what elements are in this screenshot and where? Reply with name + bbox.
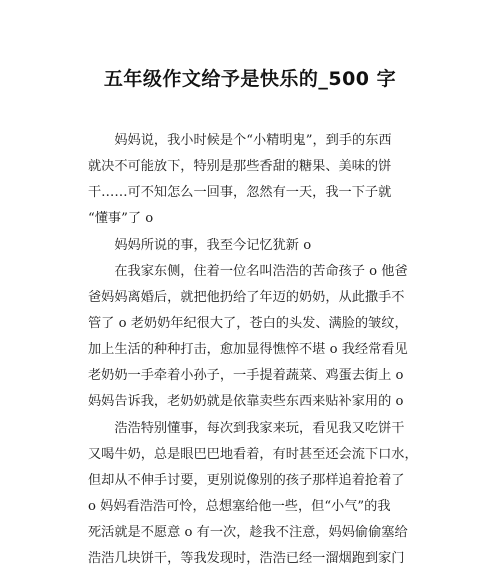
document-body (88, 128, 428, 572)
text-line: 妈妈告诉我，老奶奶就是依靠卖些东西来贴补家用的 o (88, 394, 404, 410)
text-line: 干……可不知怎么一回事，忽然有一天，我一下子就 (88, 185, 392, 201)
text-line: 在我家东侧，住着一位名叫浩浩的苦命孩子 o 他爸 (88, 263, 408, 279)
document-title: 五年级作文给予是快乐的_500 字 (103, 68, 397, 90)
text-line: 浩浩特别懂事，每次到我家来玩，看见我又吃饼干 (88, 420, 405, 436)
text-line: 加上生活的种种打击，愈加显得憔悴不堪 o 我经常看见 (88, 342, 408, 358)
text-line: 老奶奶一手牵着小孙子，一手提着蔬菜、鸡蛋去街上 o (88, 368, 404, 384)
text-line: 浩浩几块饼干，等我发现时，浩浩已经一溜烟跑到家门 (88, 551, 405, 567)
text-line: 管了 o 老奶奶年纪很大了，苍白的头发、满脸的皱纹， (88, 315, 408, 331)
text-line: 死活就是不愿意 o 有一次，趁我不注意，妈妈偷偷塞给 (88, 525, 408, 541)
text-line: 但却从不伸手讨要，更别说像别的孩子那样追着抢着了 (88, 472, 405, 488)
text-line: 又喝牛奶，总是眼巴巴地看着，有时甚至还会流下口水， (88, 446, 418, 462)
text-line: 就决不可能放下，特别是那些香甜的糖果、美味的饼 (88, 159, 392, 175)
text-line: 妈妈所说的事，我至今记忆犹新 o (88, 237, 312, 253)
text-line: “懂事”了 o (88, 211, 154, 227)
text-line: o 妈妈看浩浩可怜，总想塞给他一些，但“小气”的我 (88, 498, 391, 514)
text-line: 爸妈妈离婚后，就把他扔给了年迈的奶奶，从此撒手不 (88, 289, 405, 305)
text-line: 妈妈说，我小时候是个“小精明鬼”，到手的东西 (88, 133, 392, 148)
